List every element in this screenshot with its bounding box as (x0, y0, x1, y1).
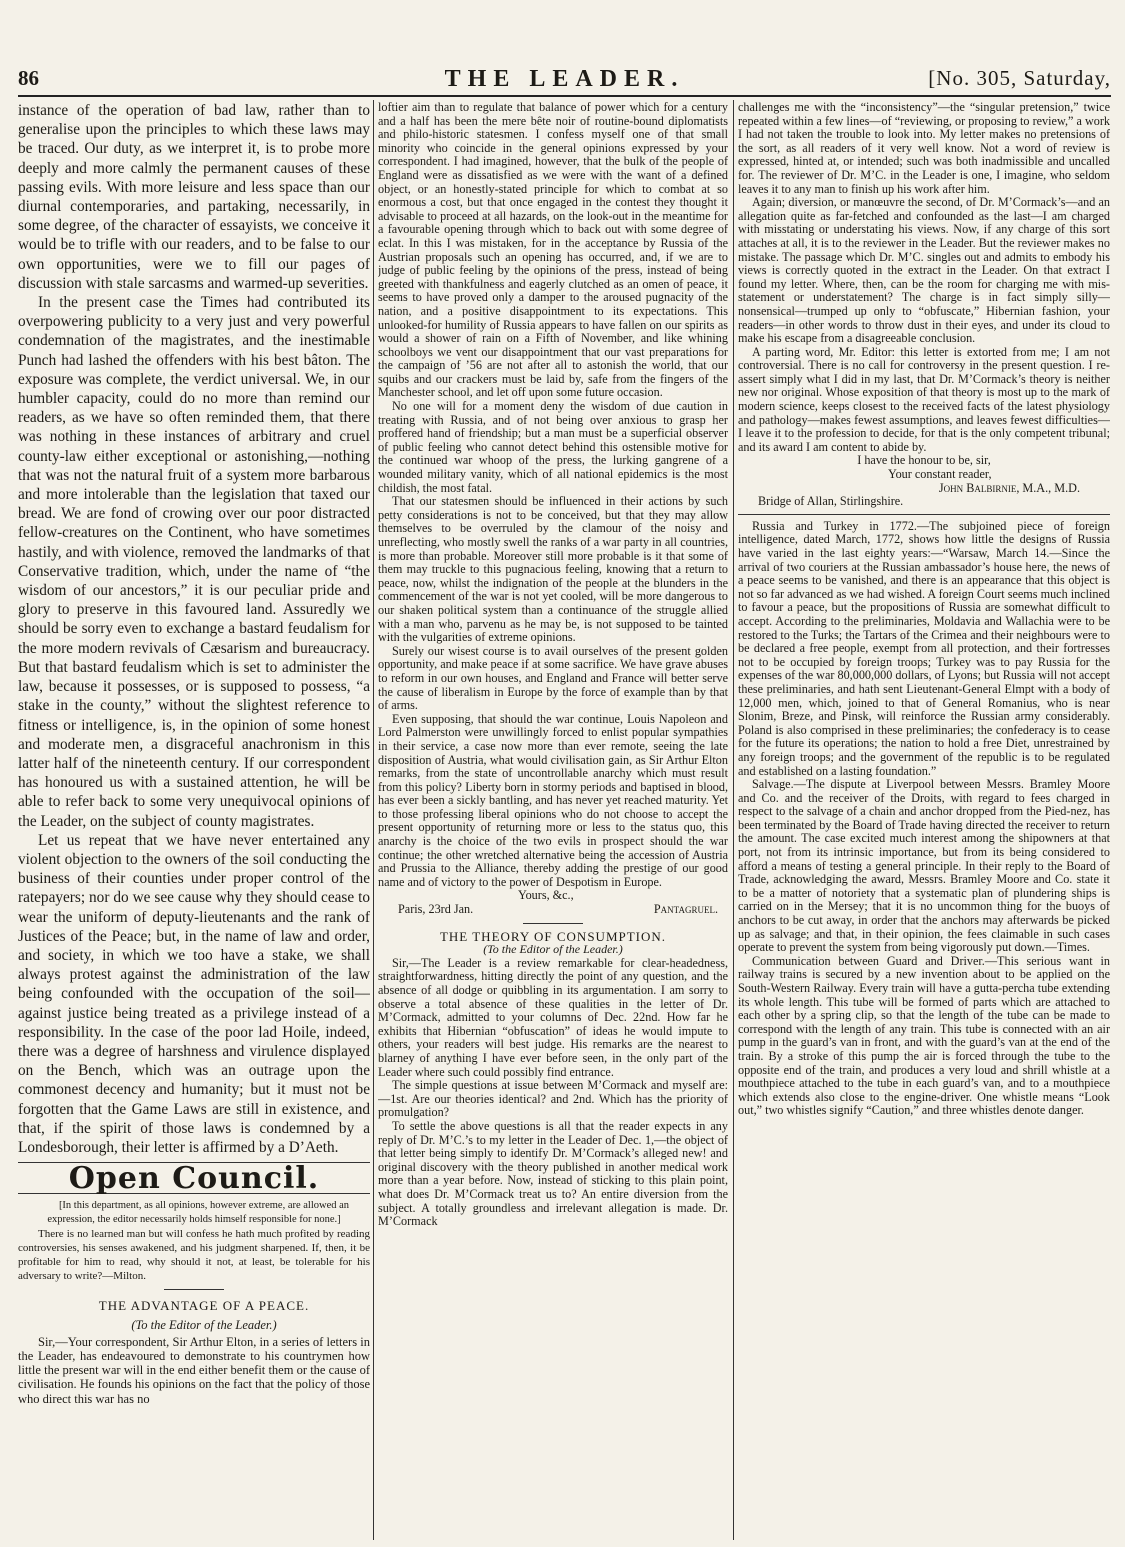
paragraph: No one will for a moment deny the wisdom of due caution in treating with Russia, and of not being over anxious to grasp her proffered hand of friendship; but a man must be a superficial observer of public feeling who cannot detect behind this ostensible motive for the continued war whoop of the press, the lurking gangrene of a wounded military vanity, which of all national epidemics is the most childish, the most fatal. (378, 399, 728, 495)
signature: Pantagruel. (653, 902, 718, 917)
paragraph: Salvage.—The dispute at Liverpool between Messrs. Bramley Moore and Co. and the receiver of the Droits, with regard to fees charged in respect to the salvage of a chain and anchor dropped from the Pied-nez, has been terminated by the Board of Trade having directed the receiver to return the amount. The case excited much interest among the shipowners at that port, not from its intrinsic importance, but from its being considered to afford a means of testing a general principle. In their reply to the Board of Trade, acknowledging the award, Messrs. Bramley Moore and Co. state it to be a matter of notoriety that a systematic plan of plundering ships is carried on in the Mersey; that it is no uncommon thing for the buoys of anchors to be cut away, in order that the anchors may afterwards be picked up as salvage; and that, in their opinion, the fees claimable in such cases operate to prevent the system from being vigorously put down.—Times. (738, 777, 1110, 955)
paragraph: Sir,—Your correspondent, Sir Arthur Elton, in a series of letters in the Leader, has endeavoured to demonstrate to his countrymen how little the present war will in the end either benefit them or the cause of civilisation. He founds his opinions on the fact that the policy of those who direct this war has no (18, 1334, 370, 1406)
sign-off: Yours, &c., (518, 888, 574, 903)
closing-line: I have the honour to be, sir, (857, 453, 991, 468)
signature: John Balbirnie, M.A., M.D. (938, 480, 1080, 495)
column-2 (378, 101, 728, 1541)
paragraph: The simple questions at issue between M’Cormack and myself are:—1st. Are our theories identical? and 2nd. Which has the priority of promulgation? (378, 1078, 728, 1120)
closing-line: Your constant reader, (888, 467, 992, 482)
issue-label: [No. 305, Saturday, (928, 66, 1111, 90)
paragraph: Russia and Turkey in 1772.—The subjoined piece of foreign intelligence, dated March, 1772, shows how little the designs of Russia have varied in the last eighty years:—“Warsaw, March 14.—Since the arrival of two couriers at the Russian ambassador’s house here, the news of a peace seems to be vanished, and there is an appearance that this object is not so far advanced as we had wished. A foreign Court seems much inclined to favour a peace, but the propositions of Russia are somewhat difficult to accept. According to the preliminaries, Moldavia and Wallachia were to be restored to the Turks; the Tartars of the Crimea and their neighbours were to be declared a free people, exempt from all protection, and their fortresses not to be occupied by foreign troops; Turkey was to pay Russia for the expenses of the war 80,000,000 dollars, of Lyons; but Russia will not accept these preliminaries, and hath sent Lieutenant-General Elmpt with a body of 12,000 men, which, joined to that of General Romanius, who is near Slonim, Breze, and Pinsk, will reinforce the Russian army considerably. Poland is also comprised in these preliminaries; the confederacy is to cease for the future its operations; the nation to hold a free Diet, unrestrained by any foreign troops; and the government of the republic is to be regulated and established on a lasting foundation.” (738, 518, 1110, 778)
paragraph: Surely our wisest course is to avail ourselves of the present golden opportunity, and make peace if at some sacrifice. We have grave abuses to reform in our own houses, and England and France will better serve the cause of liberalism in Europe by the force of example than by that of arms. (378, 643, 728, 713)
section-title: Open Council. (68, 1161, 320, 1197)
column-divider (733, 100, 734, 1540)
dateline (378, 903, 728, 917)
paragraph: Again; diversion, or manœuvre the second, of Dr. M’Cormack’s—and an allegation quite as far-fetched and confounded as the last—I am charged with misstating or understating his views. Now, if any charge of this sort attaches at all, it is to the reviewer in the Leader. But the reviewer makes no mistake. The passage which Dr. M’C. singles out and admits to embody his views is correctly quoted in the extract in the Leader. On that extract I found my letter. Where, then, can be the room for charging me with mis-statement or understatement? The charge is in fact simply silly—nonsensical—trumped up only to “obfuscate,” Hibernian fashion, your readers—in other words to throw dust in their eyes, and under its cloud to make his escape from a disagreeable conclusion. (738, 195, 1110, 346)
paragraph: That our statesmen should be influenced in their actions by such petty considerations is not to be conceived, but that they may allow themselves to be overruled by the clamour of the noisy and unreflecting, who mostly swell the ranks of a war party in all countries, is more than probable. Moreover still more probable is it that some of them may truckle to this pugnacious feeling, knowing that a return to peace, now, whilst the indignation of the people at the blunders in the commencement of the war is not yet cooled, will be more dangerous to our shaken political system than a continuance of the struggle allied with a man who, parvenu as he may be, is not supposed to be tainted with the vulgarities of extreme opinions. (378, 494, 728, 645)
paragraph: Sir,—The Leader is a review remarkable for clear-headedness, straightforwardness, hitting directly the point of any question, and the absence of all dodge or quibbling in its argumentation. I am sorry to observe a total absence of these qualities in the letter of Dr. M’Cormack, admitted to your columns of Dec. 22nd. How far he exhibits that Hibernian “obfuscation” of ideas he would impute to others, your readers will best judge. His remarks are the nearest to blarney of anything I have ever before seen, in the only part of the Leader where such could possibly find entrance. (378, 955, 728, 1079)
short-rule (164, 1289, 224, 1290)
page-header (18, 66, 1111, 96)
column-divider (373, 100, 374, 1540)
editorial-notice: [In this department, as all opinions, however extreme, are allowed an expression, the editor necessarily holds himself responsible for none.] (47, 1200, 350, 1226)
letter-title: THE THEORY OF CONSUMPTION. (439, 928, 667, 944)
paragraph: Even supposing, that should the war continue, Louis Napoleon and Lord Palmerston were unwillingly forced to enlist popular sympathies in their service, a case now more than ever remote, seeing the late disposition of Austria, what would civilisation gain, as Sir Arthur Elton remarks, from the state of uncontrollable anarchy which must result from this policy? Liberty born in stormy periods and baptised in blood, has ever been a sickly bantling, and has never yet reached maturity. Yet to those professing liberal opinions who do not choose to accept the present opportunity of returning more or less to the status quo, this anarchy is the choice of the two evils in prospect should the war continue; the other wretched alternative being the accession of Austria and Prussia to the Alliance, thereby adding the prestige of our good name and of victory to the power of Despotism in Europe. (378, 711, 728, 889)
letter-title: THE ADVANTAGE OF A PEACE. (98, 1298, 310, 1314)
section-rule (738, 514, 1110, 515)
paragraph: Let us repeat that we have never entertained any violent objection to the owners of the soil conducting the business of their counties under proper control of the ratepayers; nor do we see cause why they should cease to wear the uniform of deputy-lieutenants and the rank of Justices of the Peace; but, in the name of law and order, and society, in which we too have a stake, we shall always protest against the administration of the law being confounded with the occupation of the soil—against justice being treated as a privilege instead of a responsibility. In the case of the poor lad Hoile, indeed, there was a degree of harshness and virulence displayed on the Bench, which was an outrage upon the commonest decency and humanity; but it must not be forgotten that the Game Laws are still in existence, and that, if the spirit of those laws is condemned by a Londesborough, their letter is affirmed by a D’Aeth. (18, 831, 370, 1156)
column-1 (18, 101, 370, 1541)
paragraph: A parting word, Mr. Editor: this letter is extorted from me; I am not controversial. There is no call for controversy in the present question. I re-assert simply what I did in my last, that Dr. M’Cormack’s theory is neither new nor original. Whose exposition of that theory is most up to the mark of modern science, keeps closest to the received facts of the latest physiology and pathology—makes fewest assumptions, and leaves fewest difficulties—I leave it to the profession to decide, for that is the only competent tribunal; and its award I am content to abide by. (738, 344, 1110, 454)
paragraph: challenges me with the “inconsistency”—the “singular pretension,” twice repeated within a few lines—of “reviewing, or proposing to review,” a work I had not taken the trouble to look into. My letter makes no pretensions of the sort, as all readers of it very well know. Not a word of review is expressed, hinted at, or intended; such was both inadmissible and uncalled for. The reviewer of Dr. M’C. in the Leader is one, I imagine, who seldom leaves it to any man to finish up his work after him. (738, 101, 1110, 196)
short-rule (523, 923, 583, 924)
paragraph: loftier aim than to regulate that balance of power which for a century and a half has been the mere bête noir of routine-bound diplomatists and philo-historic statesmen. I confess myself one of that small minority who coincide in the general opinions expressed by your correspondent. I had imagined, however, that the bulk of the people of England were as dissatisfied as we were with the want of a defined object, or an honestly-stated principle for which to combat at so enormous a cost, but that once engaged in the contest they thought it advisable to proceed at all hazards, on the look-out in the meantime for a favourable opening through which to back out with some degree of eclat. In this I was mistaken, for in the acceptance by Russia of the Austrian proposals such an opening has occurred, and, if we are to judge of public feeling by the opinions of the press, instead of being greeted with thankfulness and eagerly clutched as an omen of peace, it seems to have proved only a damper to the aroused pugnacity of the nation, and a positive disappointment to its expectations. This unlooked-for humility of Russia appears to have fallen on our spirits as would a shower of rain on a Fifth of November, and like whining schoolboys we vent our disappointment that our vast preparations for the campaign of ’56 are not after all to astonish the world, that our squibs and our crackers must be laid by, safe from the fingers of the Manchester school, and let off upon some future occasion. (378, 101, 728, 400)
place-date: Paris, 23rd Jan. (398, 902, 474, 917)
letter-subtitle: (To the Editor of the Leader.) (483, 942, 623, 957)
paragraph: To settle the above questions is all that the reader expects in any reply of Dr. M’C.’s to my letter in the Leader of Dec. 1,—the object of that letter being simply to identify Dr. M’Cormack’s alleged new! and original discovery with the theory published in another medical work more than a year before. Now, instead of sticking to this plain point, what does Dr. M’Cormack treat us to? An entire diversion from the subject. A totally groundless and irrelevant allegation is made. Dr. M’Cormack (378, 1118, 728, 1229)
masthead-title: THE LEADER. (444, 66, 685, 92)
page-number: 86 (18, 66, 39, 90)
paragraph: instance of the operation of bad law, rather than to generalise upon the principles to which these laws may be traced. Our duty, as we interpret it, is to probe more deeply and more calmly the permanent causes of these passing evils. With more leisure and less space than our diurnal contemporaries, and partaking, necessarily, in some degree, of the character of essayists, we conceive it would be to trifle with our readers, and to be false to our own opportunities, were we to fill our pages of discussion with stale sarcasms and warmed-up severities. (18, 102, 370, 292)
paragraph: In the present case the Times had contributed its overpowering publicity to a very just and very powerful condemnation of the magistrates, and the inestimable Punch had lashed the offenders with his best bâton. The exposure was complete, the verdict universal. We, in our humbler capacity, could do no more than remind our readers, as we have so often reminded them, that there was nothing in these instances of arbitrary and cruel county-law either exceptional or astonishing,—nothing that was not the natural fruit of a system more barbarous and more intolerable than the legislation that taxed our bread. We are fond of crowing over our poor distracted fellow-creatures on the Continent, who have sometimes hastily, and with violence, removed the landmarks of that Conservative tradition, which, under the name of “the wisdom of our ancestors,” it is our peculiar pride and glory to preserve in this favoured land. Assuredly we should be sorry even to exchange a bastard feudalism for the more modern revivals of Cæsarism and bureaucracy. But that bastard feudalism which is set to administer the law, because it possesses, or is supposed to possess, “a stake in the county,” without the slightest reference to fitness or intelligence, is, in the opinion of some honest and moderate men, a disgraceful anachronism in this latter half of the nineteenth century. If our correspondent has honoured us with a sustained attention, he will be able to refer back to some very unequivocal opinions of the Leader, on the subject of county magistrates. (18, 294, 370, 830)
milton-quote: There is no learned man but will confess he hath much profited by reading controversies, his senses awakened, and his judgment sharpened. If, then, it be profitable for him to read, why should it not, at least, be tolerable for his adversary to write?—Milton. (18, 1228, 370, 1283)
header-rule (18, 95, 1111, 97)
letter-subtitle: (To the Editor of the Leader.) (131, 1317, 277, 1332)
column-3 (738, 101, 1110, 1541)
paragraph: Communication between Guard and Driver.—This serious want in railway trains is secured by a new invention about to be applied on the South-Western Railway. Every train will have a gutta-percha tube extending its whole length. This tube will be formed of parts which are attached to each other by a spring clip, so that the length of the tube can be made to correspond with the length of any train. This tube is connected with an air pump in the guard’s van in front, and with the guard’s van at the end of the train. By a stroke of this pump the air is forced through the tube to the opposite end of the train, and produces a very loud and shrill whistle at a mouthpiece attached to the tube in each guard’s van, and to a mouthpiece which extends also close to the engine-driver. One whistle means “Look out,” two whistles signify “Caution,” and three whistles denote danger. (738, 953, 1110, 1118)
address: Bridge of Allan, Stirlingshire. (758, 494, 904, 509)
